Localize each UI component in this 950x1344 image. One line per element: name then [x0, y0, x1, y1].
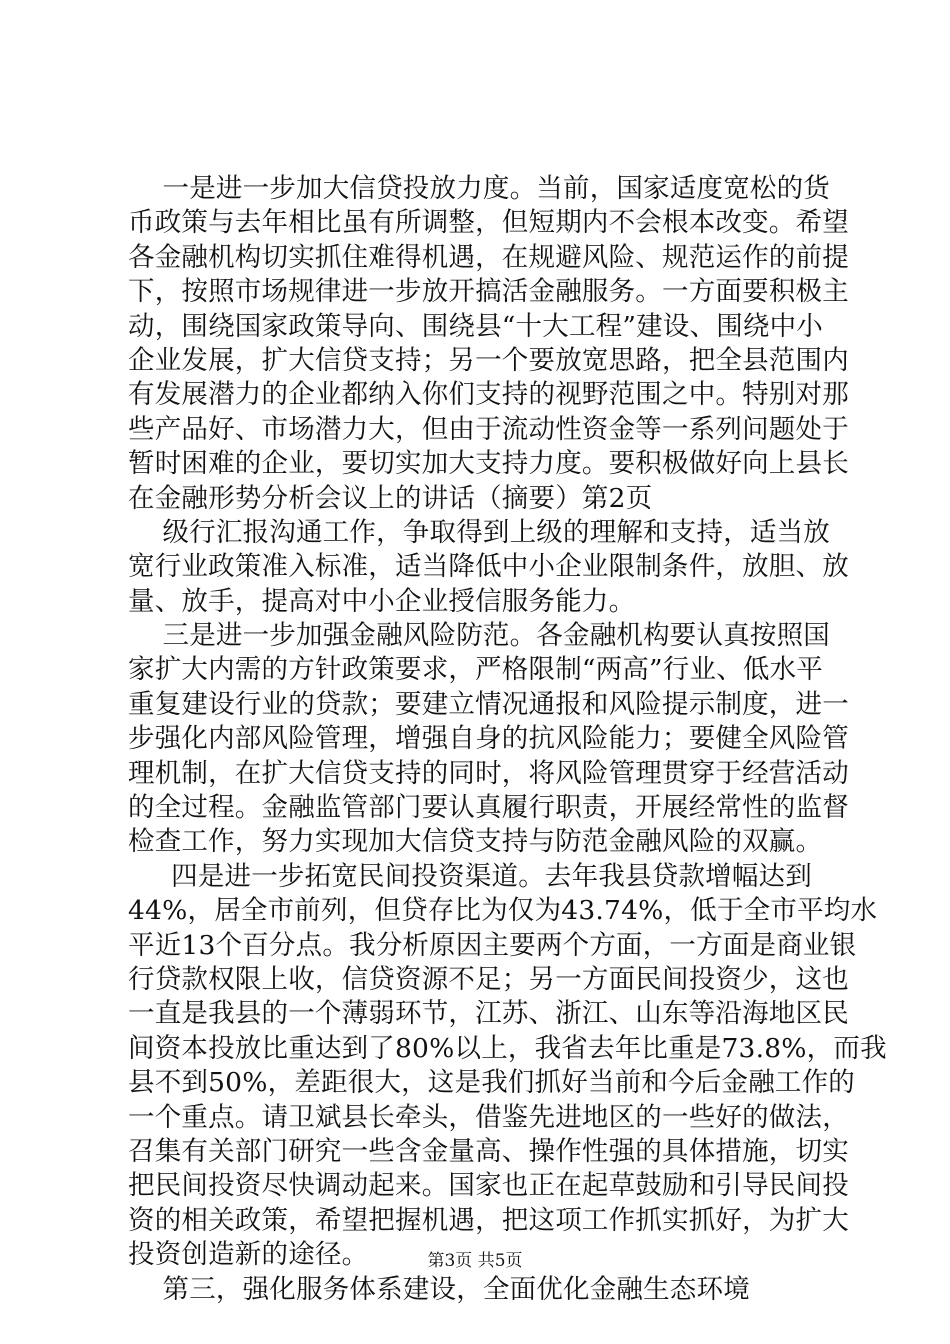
- text-line: 平近13个百分点。我分析原因主要两个方面，一方面是商业银: [128, 929, 857, 961]
- text-line: 理机制，在扩大信贷支持的同时，将风险管理贯穿于经营活动: [128, 757, 849, 789]
- text-line: 宽行业政策准入标准，适当降低中小企业限制条件，放胆、放: [128, 551, 849, 583]
- text-line: 行贷款权限上收，信贷资源不足；另一方面民间投资少，这也: [128, 963, 849, 995]
- text-line: 级行汇报沟通工作，争取得到上级的理解和支持，适当放: [128, 516, 830, 548]
- text-line: 动，围绕国家政策导向、围绕县“十大工程”建设、围绕中小: [128, 310, 823, 342]
- text-line: 三是进一步加强金融风险防范。各金融机构要认真按照国: [128, 620, 830, 652]
- text-line: 资的相关政策，希望把握机遇，把这项工作抓实抓好，为扩大: [128, 1204, 849, 1236]
- text-line: 一直是我县的一个薄弱环节，江苏、浙江、山东等沿海地区民: [128, 998, 849, 1030]
- text-line: 召集有关部门研究一些含金量高、操作性强的具体措施，切实: [128, 1135, 849, 1167]
- text-line: 各金融机构切实抓住难得机遇，在规避风险、规范运作的前提: [128, 241, 849, 273]
- text-line: 量、放手，提高对中小企业授信服务能力。: [128, 585, 636, 617]
- text-line: 一是进一步加大信贷投放力度。当前，国家适度宽松的货: [128, 173, 830, 204]
- text-line: 重复建设行业的贷款；要建立情况通报和风险提示制度，进一: [128, 688, 849, 720]
- text-line: 家扩大内需的方针政策要求，严格限制“两高”行业、低水平: [128, 654, 823, 686]
- page-footer: 第3页 共5页: [427, 1251, 523, 1271]
- text-line: 第三，强化服务体系建设，全面优化金融生态环境: [128, 1273, 750, 1305]
- text-line: 些产品好、市场潜力大，但由于流动性资金等一系列问题处于: [128, 413, 849, 445]
- text-line: 一个重点。请卫斌县长牵头，借鉴先进地区的一些好的做法，: [128, 1101, 849, 1133]
- text-line: 暂时困难的企业，要切实加大支持力度。要积极做好向上县长: [128, 448, 849, 480]
- text-line: 企业发展，扩大信贷支持；另一个要放宽思路，把全县范围内: [128, 344, 849, 376]
- text-line: 把民间投资尽快调动起来。国家也正在起草鼓励和引导民间投: [128, 1170, 849, 1202]
- text-line: 检查工作，努力实现加大信贷支持与防范金融风险的双赢。: [128, 826, 823, 858]
- text-line: 的全过程。金融监管部门要认真履行职责，开展经常性的监督: [128, 792, 849, 824]
- text-line: 币政策与去年相比虽有所调整，但短期内不会根本改变。希望: [128, 207, 849, 239]
- document-body: [128, 172, 887, 1307]
- text-line: 投资创造新的途径。: [128, 1239, 369, 1271]
- text-line: 有发展潜力的企业都纳入你们支持的视野范围之中。特别对那: [128, 379, 849, 411]
- text-line: 四是进一步拓宽民间投资渠道。去年我县贷款增幅达到: [128, 860, 812, 892]
- text-line: 步强化内部风险管理，增强自身的抗风险能力；要健全风险管: [128, 723, 849, 755]
- text-line: 间资本投放比重达到了80%以上，我省去年比重是73.8%，而我: [128, 1032, 887, 1064]
- text-line: 县不到50%，差距很大，这是我们抓好当前和今后金融工作的: [128, 1067, 855, 1099]
- text-line: 44%，居全市前列，但贷存比为仅为43.74%，低于全市平均水: [128, 895, 878, 927]
- text-line: 下，按照市场规律进一步放开搞活金融服务。一方面要积极主: [128, 276, 849, 308]
- text-line: 在金融形势分析会议上的讲话（摘要）第2页: [128, 482, 653, 514]
